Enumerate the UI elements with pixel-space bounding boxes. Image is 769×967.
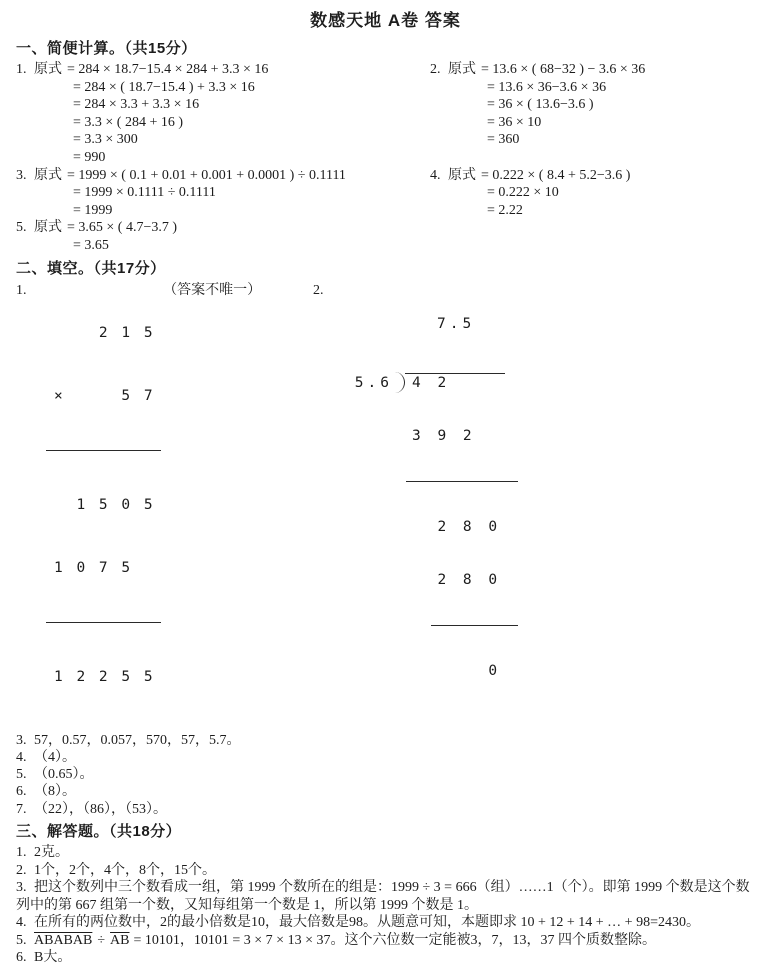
calc-line: = 284 × ( 18.7−15.4 ) + 3.3 × 16 [73, 79, 255, 95]
problem-head: 原式 [34, 62, 62, 77]
calc-line: = 36 × ( 13.6−3.6 ) [487, 97, 594, 113]
mult-multiplier-row: × 5 7 [54, 387, 156, 404]
section2-worked-area [16, 281, 755, 730]
expression: = 0.222 × ( 8.4 + 5.2−3.6 ) [481, 167, 631, 183]
section2-answer-list [16, 732, 755, 818]
item-number: 1. [16, 845, 27, 861]
answer-text: 2克。 [34, 845, 69, 861]
answer-item [16, 766, 755, 783]
page-title: 数感天地 A卷 答案 [310, 11, 461, 30]
ababab-overlined: ABABAB [34, 932, 93, 948]
answer-item [16, 732, 755, 749]
answer-text: 在所有的两位数中，2的最小倍数是10，最大倍数是98。从题意可知，本题即求 10 + 12 + 14 + … + 98=2430。 [34, 915, 700, 931]
answer-item [16, 914, 755, 932]
division-step: 2 8 0 [412, 519, 502, 536]
problem-number: 3. [16, 167, 27, 183]
division-step: 3 9 2 [412, 427, 476, 444]
answer-text: （8）。 [34, 784, 76, 800]
problem-number: 2. [313, 282, 324, 298]
mult-rule-line [46, 622, 161, 623]
calc-line: = 360 [487, 132, 520, 148]
answer-text: 57，0.57，0.057，570，57，5.7。 [34, 732, 241, 748]
division-rule-line [406, 481, 518, 482]
calc-problem-3 [16, 167, 430, 220]
mult-result-row: 1 2 2 5 5 [54, 668, 156, 685]
section3-answer-list [16, 844, 755, 967]
item-number: 4. [16, 915, 27, 931]
answer-item [16, 749, 755, 766]
problem-number: 5. [16, 220, 27, 236]
answer-text: 1个，2个，4个，8个，15个。 [34, 862, 216, 878]
calc-problem-2 [430, 61, 755, 149]
problem-head: 原式 [34, 220, 62, 236]
calc-line: = 3.65 [73, 237, 109, 253]
calc-line: = 13.6 × 36−3.6 × 36 [487, 79, 607, 95]
vertical-multiplication [54, 281, 155, 730]
item-number: 7. [16, 801, 27, 817]
answer-item [16, 879, 755, 914]
problem-number: 1. [16, 62, 27, 77]
long-division [349, 281, 518, 716]
calc-problem-5 [16, 219, 430, 254]
division-bracket-icon [395, 372, 405, 393]
item-number: 5. [16, 767, 27, 783]
division-problem [313, 281, 518, 716]
item-number: 2. [16, 862, 27, 878]
calc-problem-4 [430, 167, 755, 220]
calc-line: = 284 × 3.3 + 3.3 × 16 [73, 97, 200, 113]
section1-left-column [16, 61, 430, 255]
calc-line: = 0.222 × 10 [487, 185, 559, 201]
mult-partial-product-1: 1 5 0 5 [54, 496, 156, 513]
calc-line: = 2.22 [487, 202, 523, 218]
item-number: 4. [16, 749, 27, 765]
problem-number: 4. [430, 167, 441, 183]
problem-head: 原式 [34, 167, 62, 183]
section2-heading: 二、填空。（共17分） [16, 259, 166, 277]
calc-line: = 3.3 × ( 284 + 16 ) [73, 114, 184, 130]
item-number: 6. [16, 950, 27, 966]
item-number: 6. [16, 784, 27, 800]
answer-item [16, 801, 755, 818]
calc-problem-1 [16, 61, 430, 167]
answer-text: （0.65）。 [34, 767, 94, 783]
answer-text: （4）。 [34, 749, 76, 765]
expression: = 13.6 × ( 68−32 ) − 3.6 × 36 [481, 62, 646, 77]
division-rule-line [431, 625, 518, 626]
calc-line: = 36 × 10 [487, 114, 542, 130]
division-step: 2 8 0 [412, 571, 502, 588]
answer-text: 把这个数列中三个数看成一组，第 1999 个数所在的组是：1999 ÷ 3 = 666（组）……1（个）。即第 1999 个数是这个数列中的第 667 组第一个数，又知每组第一个数是 1，所以第 1999 个数是 1。 [16, 880, 750, 913]
answer-item [16, 949, 755, 967]
problem-head: 原式 [448, 167, 476, 183]
problem-number: 2. [430, 62, 441, 77]
calc-line [16, 61, 430, 79]
ab-overlined: $\overline{AB}$ [110, 932, 130, 948]
item-number: 3. [16, 880, 27, 896]
section1-right-column [430, 61, 755, 255]
answer-item [16, 862, 755, 880]
answer-item-ababab [16, 932, 755, 950]
mult-partial-product-2: 1 0 7 5 [54, 559, 133, 576]
calc-line [16, 167, 430, 185]
calc-line: = 1999 [73, 202, 113, 218]
problem-head: 原式 [448, 62, 476, 77]
mult-top-row: 2 1 5 [54, 324, 156, 341]
answer-text: （22），（86），（53）。 [34, 801, 167, 817]
item-number: 3. [16, 732, 27, 748]
calc-line: = 990 [73, 149, 106, 165]
division-divisor: 5.6 [354, 375, 393, 392]
division-dividend: 4 2 [405, 373, 505, 393]
item-number: 5. [16, 932, 27, 948]
answer-item [16, 844, 755, 862]
division-remainder: 0 [412, 663, 502, 680]
calc-line [430, 61, 755, 79]
expression: = 284 × 18.7−15.4 × 284 + 3.3 × 16 [67, 62, 269, 77]
mult-rule-line [46, 450, 161, 451]
multiplication-problem [16, 281, 313, 730]
answer-item [16, 783, 755, 800]
section1-heading: 一、简便计算。（共15分） [16, 40, 197, 57]
answer-not-unique-note: （答案不唯一） [163, 282, 262, 298]
calc-line: = 3.3 × 300 [73, 132, 138, 148]
expression: = 1999 × ( 0.1 + 0.01 + 0.001 + 0.0001 ) ÷ 0.1111 [67, 167, 346, 183]
problem-number: 1. [16, 282, 27, 298]
calc-line [16, 219, 430, 237]
section3-heading: 三、解答题。（共18分） [16, 823, 182, 841]
answer-text: B大。 [34, 950, 72, 966]
answer-text: = 10101，10101 = 3 × 7 × 13 × 37。这个六位数一定能被3，7，13，37 四个质数整除。 [133, 932, 656, 948]
calc-line: = 1999 × 0.1111 ÷ 0.1111 [73, 185, 216, 201]
division-main-row [349, 370, 518, 393]
division-quotient: 7.5 [437, 315, 476, 332]
expression: = 3.65 × ( 4.7−3.7 ) [67, 220, 178, 236]
section1-columns [16, 61, 755, 255]
calc-line [430, 167, 755, 185]
divide-sign: ÷ [97, 932, 106, 948]
